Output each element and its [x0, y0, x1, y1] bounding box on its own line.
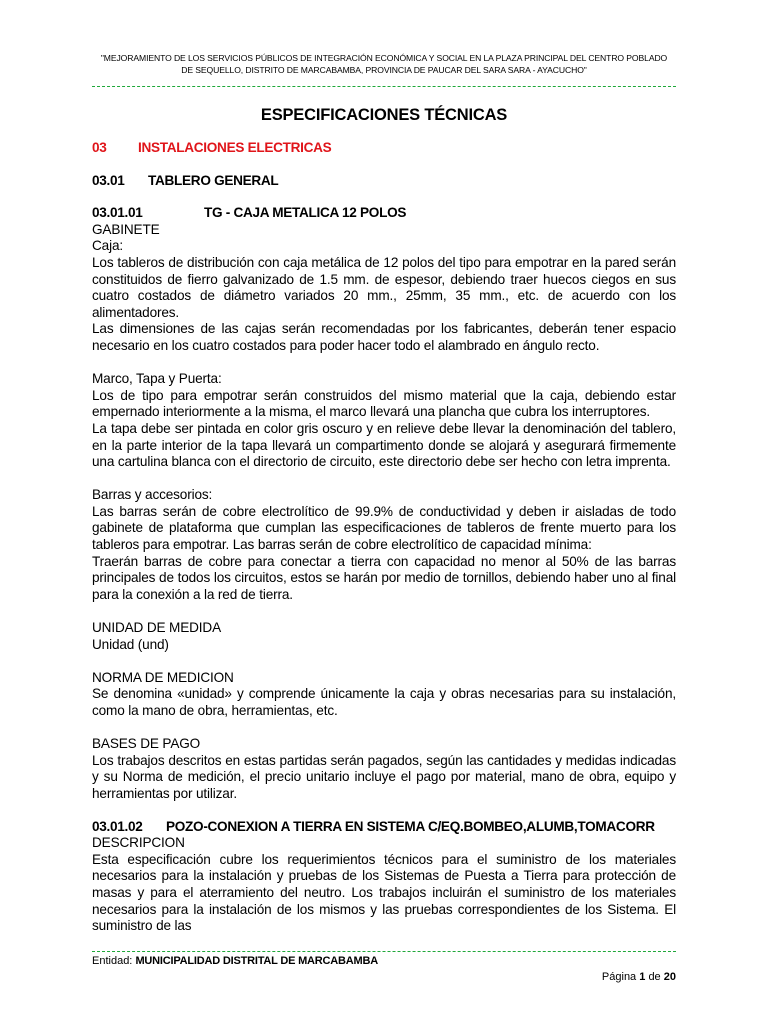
page-number	[602, 971, 676, 983]
paragraph-caja-2: Las dimensiones de las cajas serán recomendadas por los fabricantes, deberán tener espacio necesario en los cuatro costados para poder hacer todo el alambrado en ángulo recto.	[92, 321, 676, 353]
header-divider	[92, 86, 676, 87]
subsection-heading	[92, 173, 676, 190]
label-marco: Marco, Tapa y Puerta:	[92, 371, 222, 387]
paragraph-descripcion: Esta especificación cubre los requerimientos técnicos para el suministro de los materiales necesarios para la instalación y pruebas de los Sistemas de Puesta a Tierra para protección de masas y para el aterramiento del neutro. Los trabajos incluirán el suministro de los materiales necesarios para la instalación de los mismos y las pruebas correspondientes de los Sistema. El suministro de las	[92, 851, 676, 934]
footer-entity	[92, 955, 378, 967]
subsection-number: 03.01	[92, 172, 125, 188]
page-title: ESPECIFICACIONES TÉCNICAS	[260, 106, 508, 124]
item-heading-2	[92, 819, 676, 836]
label-bases: BASES DE PAGO	[92, 736, 201, 752]
unidad-value: Unidad (und)	[92, 636, 169, 652]
entity-name: MUNICIPALIDAD DISTRITAL DE MARCABAMBA	[135, 955, 378, 967]
label-norma: NORMA DE MEDICION	[92, 669, 234, 685]
paragraph-caja-1: Los tableros de distribución con caja metálica de 12 polos del tipo para empotrar en la pared serán constituidos de fierro galvanizado de 1.5 mm. de espesor, debiendo traer huecos ciegos en sus cuatro costados de diámetro variados 20 mm., 25mm, 35 mm., etc. de acuerdo con los alimentadores.	[92, 254, 676, 320]
paragraph-barras-2: Traerán barras de cobre para conectar a tierra con capacidad no menor al 50% de las barras principales de todos los circuitos, estos se harán por medio de tornillos, debiendo haber uno al final para la conexión a la red de tierra.	[92, 553, 676, 602]
paragraph-marco-1: Los de tipo para empotrar serán construidos del mismo material que la caja, debiendo estar empernado interiormente a la misma, el marco llevará una plancha que cubra los interruptores.	[92, 387, 676, 420]
item-title-2: POZO-CONEXION A TIERRA EN SISTEMA C/EQ.BOMBEO,ALUMB,TOMACORR	[166, 818, 655, 834]
item-number-2: 03.01.02	[92, 818, 143, 834]
paragraph-marco-2: La tapa debe ser pintada en color gris oscuro y en relieve debe llevar la denominación del tablero, en la parte interior de la tapa llevará un compartimento donde se alojará y asegurará firmemente una cartulina blanca con el directorio de circuito, este directorio debe ser hecho con letra imprenta.	[92, 420, 676, 470]
item-heading	[92, 205, 676, 222]
footer-divider	[92, 951, 676, 952]
header-line-1: "MEJORAMIENTO DE LOS SERVICIOS PÚBLICOS DE INTEGRACIÓN ECONÓMICA Y SOCIAL EN LA PLAZA PRINCIPAL DEL CENTRO POBLADO	[100, 53, 668, 63]
subsection-title: TABLERO GENERAL	[148, 172, 279, 188]
section-heading	[92, 140, 676, 157]
label-gabinete: GABINETE	[92, 221, 160, 237]
page-label: Página	[601, 971, 637, 983]
label-barras: Barras y accesorios:	[92, 487, 213, 503]
page-of: de	[648, 971, 661, 983]
item-title: TG - CAJA METALICA 12 POLOS	[204, 205, 407, 221]
header-line-2: DE SEQUELLO, DISTRITO DE MARCABAMBA, PROVINCIA DE PAUCAR DEL SARA SARA - AYACUCHO"	[181, 65, 587, 75]
paragraph-norma: Se denomina «unidad» y comprende únicamente la caja y obras necesarias para su instalación, como la mano de obra, herramientas, etc.	[92, 686, 676, 718]
entity-label: Entidad:	[92, 955, 133, 967]
label-descripcion: DESCRIPCION	[92, 835, 185, 851]
section-title: INSTALACIONES ELECTRICAS	[138, 140, 332, 155]
item-number: 03.01.01	[92, 205, 143, 221]
section-number: 03	[92, 140, 107, 155]
page-total: 20	[663, 971, 676, 983]
document-body	[92, 140, 676, 935]
label-caja: Caja:	[92, 238, 123, 254]
document-header	[92, 52, 676, 76]
label-unidad: UNIDAD DE MEDIDA	[92, 620, 222, 636]
paragraph-barras-1: Las barras serán de cobre electrolítico de 99.9% de conductividad y deben ir aisladas de todo gabinete de plataforma que cumplan las especificaciones de tableros de frente muerto para los tableros para empotrar. Las barras serán de cobre electrolítico de capacidad mínima:	[92, 503, 676, 553]
page-current: 1	[639, 971, 646, 983]
paragraph-bases: Los trabajos descritos en estas partidas serán pagados, según las cantidades y medidas indicadas y su Norma de medición, el precio unitario incluye el pago por material, mano de obra, equipo y herramientas por utilizar.	[92, 752, 676, 801]
